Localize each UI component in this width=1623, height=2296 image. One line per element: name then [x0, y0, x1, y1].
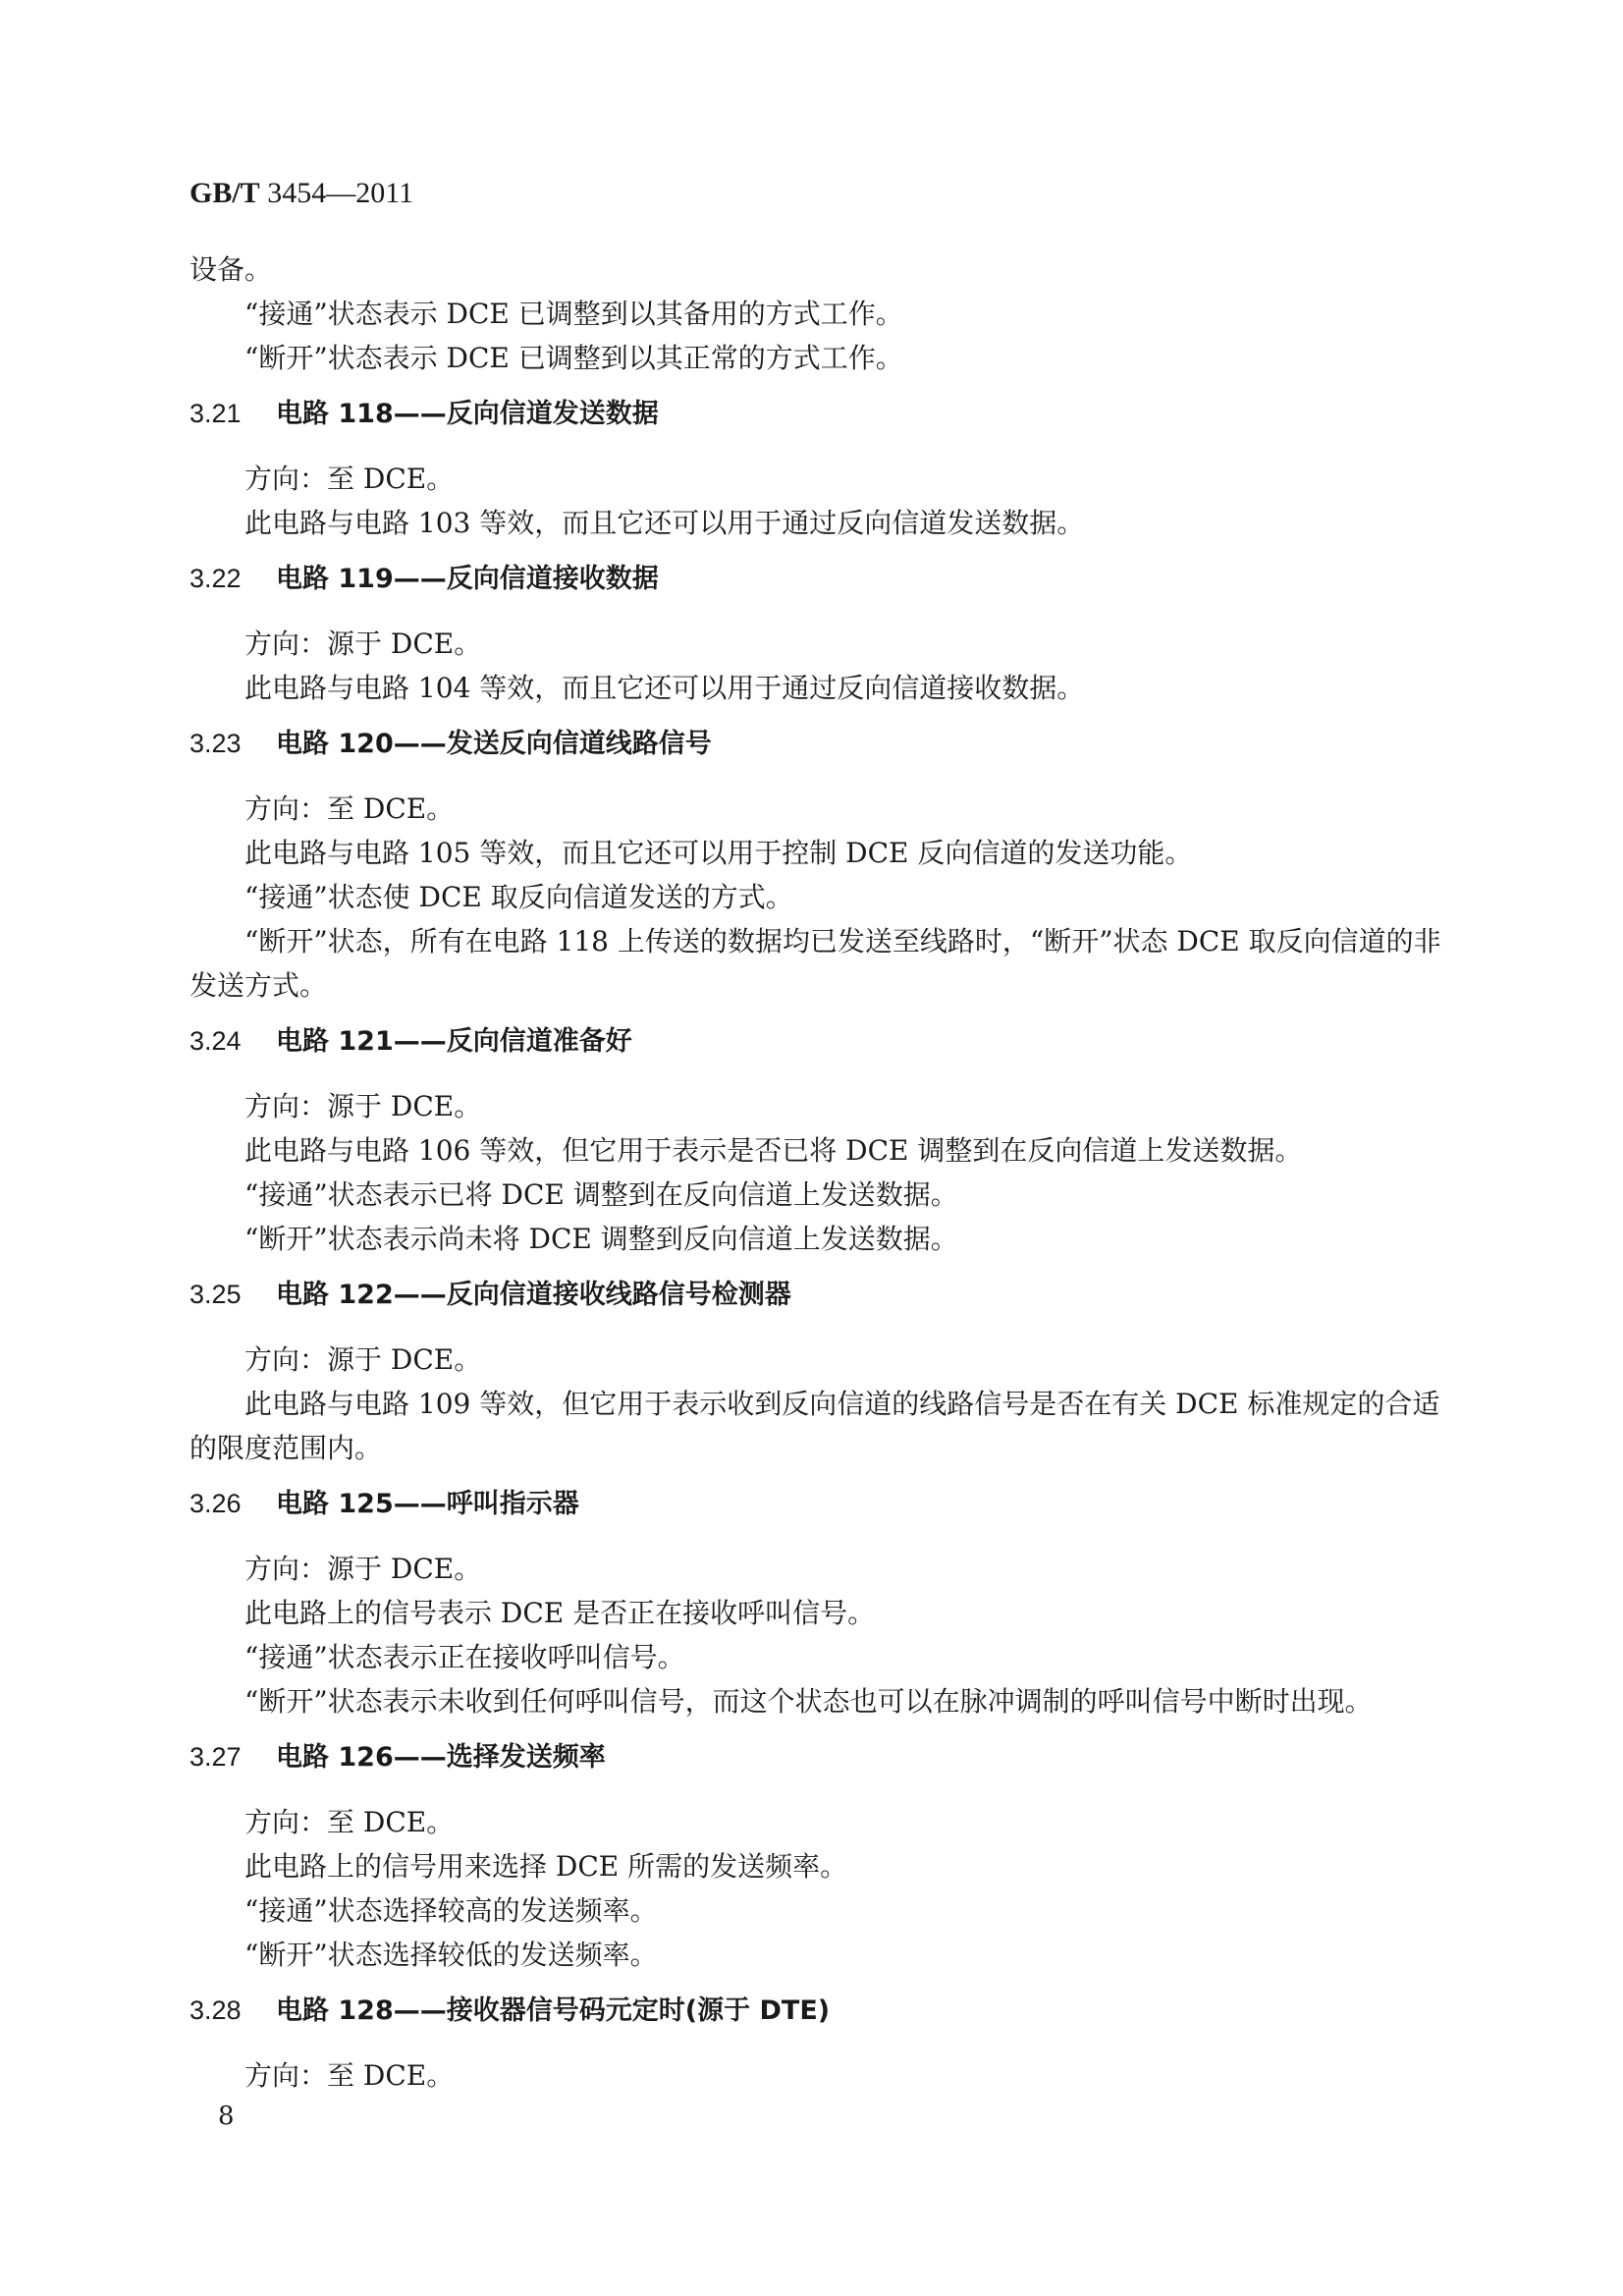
section-paragraph: 方向：源于 DCE。: [244, 1343, 482, 1376]
section-heading: [189, 1275, 1448, 1315]
section-title: 电路 121——反向信道准备好: [276, 1026, 632, 1057]
section-paragraph: 此电路与电路 103 等效，而且它还可以用于通过反向信道发送数据。: [244, 507, 1085, 539]
section-title: 电路 120——发送反向信道线路信号: [276, 729, 712, 759]
section-number: 3.24: [189, 1026, 242, 1056]
section-heading: [189, 1021, 1448, 1062]
section-title: 电路 128——接收器信号码元定时(源于 DTE): [276, 1995, 831, 2026]
section-paragraph: 此电路与电路 106 等效，但它用于表示是否已将 DCE 调整到在反向信道上发送数据。: [244, 1134, 1303, 1167]
section-paragraph: 此电路与电路 105 等效，而且它还可以用于控制 DCE 反向信道的发送功能。: [244, 837, 1193, 869]
section-paragraph: 方向：至 DCE。: [244, 463, 455, 495]
section-paragraph: “断开”状态表示未收到任何呼叫信号，而这个状态也可以在脉冲调制的呼叫信号中断时出现。: [244, 1685, 1373, 1718]
section-title: 电路 122——反向信道接收线路信号检测器: [276, 1280, 791, 1310]
section-paragraph: 此电路与电路 109 等效，但它用于表示收到反向信道的线路信号是否在有关 DCE 标准规定的合适的限度范围内。: [189, 1388, 1440, 1464]
section-paragraph: “接通”状态表示已将 DCE 调整到在反向信道上发送数据。: [244, 1178, 958, 1211]
section-title: 电路 125——呼叫指示器: [276, 1489, 579, 1519]
intro-paragraph: 设备。: [189, 253, 273, 286]
document-body: [189, 247, 1448, 2098]
section-paragraph: 方向：至 DCE。: [244, 1806, 455, 1838]
section-title: 电路 118——反向信道发送数据: [276, 399, 659, 429]
section-number: 3.22: [189, 564, 242, 593]
section-paragraph: 此电路上的信号表示 DCE 是否正在接收呼叫信号。: [244, 1597, 876, 1629]
section-heading: [189, 559, 1448, 599]
section-paragraph: “接通”状态使 DCE 取反向信道发送的方式。: [244, 881, 793, 913]
section-paragraph: “接通”状态选择较高的发送频率。: [244, 1894, 658, 1927]
section-number: 3.21: [189, 399, 242, 428]
section-heading: [189, 1484, 1448, 1524]
section-paragraph: “断开”状态选择较低的发送频率。: [244, 1939, 658, 1971]
section-number: 3.25: [189, 1280, 242, 1309]
intro-paragraph: “断开”状态表示 DCE 已调整到以其正常的方式工作。: [244, 342, 903, 374]
section-heading: [189, 724, 1448, 764]
section-paragraph: 方向：源于 DCE。: [244, 1553, 482, 1585]
section-paragraph: “接通”状态表示正在接收呼叫信号。: [244, 1641, 685, 1673]
standard-prefix: GB/T: [189, 177, 260, 209]
section-number: 3.26: [189, 1489, 242, 1518]
section-paragraph: “断开”状态，所有在电路 118 上传送的数据均已发送至线路时，“断开”状态 DCE 取反向信道的非发送方式。: [189, 925, 1441, 1002]
section-paragraph: 此电路与电路 104 等效，而且它还可以用于通过反向信道接收数据。: [244, 672, 1085, 704]
section-paragraph: 此电路上的信号用来选择 DCE 所需的发送频率。: [244, 1850, 848, 1883]
section-paragraph: 方向：源于 DCE。: [244, 1090, 482, 1122]
section-title: 电路 119——反向信道接收数据: [276, 564, 659, 594]
section-paragraph: 方向：至 DCE。: [244, 2059, 455, 2092]
section-heading: [189, 1991, 1448, 2031]
intro-paragraph: “接通”状态表示 DCE 已调整到以其备用的方式工作。: [244, 298, 903, 330]
section-paragraph: “断开”状态表示尚未将 DCE 调整到反向信道上发送数据。: [244, 1223, 958, 1255]
section-heading: [189, 1737, 1448, 1777]
section-paragraph: 方向：至 DCE。: [244, 793, 455, 825]
section-title: 电路 126——选择发送频率: [276, 1742, 606, 1773]
section-paragraph: 方向：源于 DCE。: [244, 628, 482, 660]
section-heading: [189, 394, 1448, 434]
page-number: 8: [218, 2102, 235, 2131]
standard-code-header: [189, 177, 413, 210]
section-number: 3.28: [189, 1995, 242, 2025]
standard-number: 3454—2011: [267, 177, 414, 209]
section-number: 3.23: [189, 729, 242, 758]
section-number: 3.27: [189, 1742, 242, 1772]
